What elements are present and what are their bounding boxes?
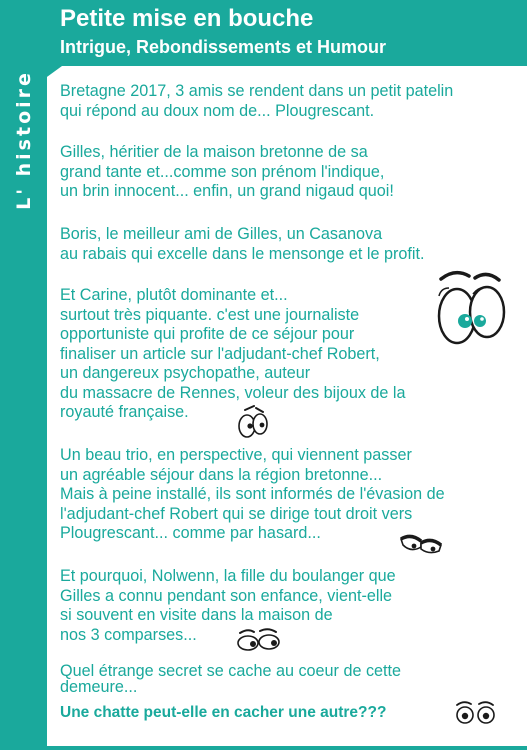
paragraph-secret [60,663,401,695]
text-line: au rabais qui excelle dans le mensonge et le profit. [60,244,425,263]
text-line: Boris, le meilleur ami de Gilles, un Casanova [60,225,383,243]
paragraph-intro [60,82,453,121]
paragraph-boris [60,225,424,264]
text-line: si souvent en visite dans la maison de [60,606,333,624]
page-subtitle: Intrigue, Rebondissements et Humour [60,37,387,57]
text-line: un dangereux psychopathe, auteur [60,364,311,382]
sideways-eyes-icon [234,626,282,654]
paragraph-gilles [60,143,394,202]
paragraph-carine [60,286,406,423]
round-eyes-icon [453,699,497,727]
text-line: royauté française. [60,403,189,421]
text-line: l'adjudant-chef Robert qui se dirige tout droit vers [60,504,413,523]
text-line: du massacre de Rennes, voleur des bijoux de la [60,383,406,402]
text-line: grand tante et...comme son prénom l'indique, [60,162,385,181]
text-line: Plougrescant... comme par hasard... [60,524,321,542]
text-line: Gilles a connu pendant son enfance, vient-elle [60,586,393,605]
header-notch [40,66,62,82]
text-line: un brin innocent... enfin, un grand nigaud quoi! [60,182,394,200]
text-line: Bretagne 2017, 3 amis se rendent dans un petit patelin [60,82,454,100]
text-line: Et Carine, plutôt dominante et... [60,286,288,304]
text-line: un agréable séjour dans la région bretonne... [60,465,383,484]
text-line: surtout très piquante. c'est une journaliste [60,305,360,324]
text-line: qui répond au doux nom de... Plougrescant. [60,101,375,120]
closing-question: Une chatte peut-elle en cacher une autre??? [60,704,387,721]
sidebar-label [0,60,47,220]
paragraph-trio [60,446,445,544]
text-line: Mais à peine installé, ils sont informés de l'évasion de [60,485,445,503]
text-line: opportuniste qui profite de ce séjour pour [60,325,355,343]
skeptical-eyes-icon [232,404,272,440]
paragraph-nolwenn [60,567,396,645]
page-title: Petite mise en bouche [60,5,314,32]
sleepy-eyes-icon [399,531,443,559]
big-cartoon-eyes-icon [425,266,511,348]
text-line: Gilles, héritier de la maison bretonne de sa [60,143,368,161]
text-line: demeure... [60,678,138,696]
text-line: Un beau trio, en perspective, qui viennent passer [60,446,412,464]
text-line: Et pourquoi, Nolwenn, la fille du boulanger que [60,567,396,585]
sidebar-label-text: L' histoire [12,70,35,210]
text-line: Quel étrange secret se cache au coeur de cette [60,662,402,680]
sidebar-band [0,0,47,750]
bottom-rule [0,746,527,750]
text-line: nos 3 comparses... [60,625,197,644]
text-line: finaliser un article sur l'adjudant-chef Robert, [60,344,380,363]
